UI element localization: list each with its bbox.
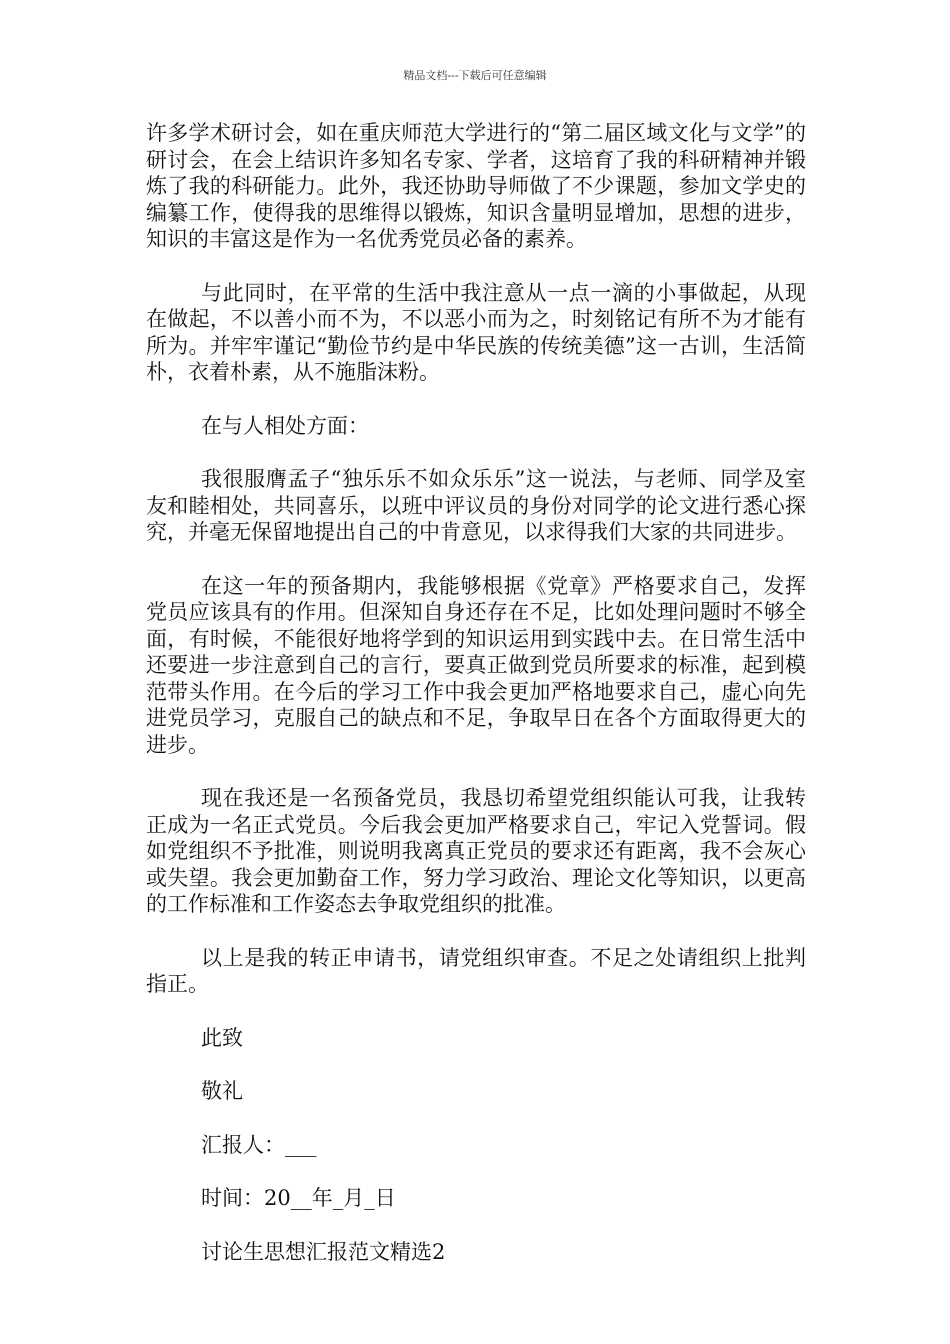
paragraph-relations: 我很服膺孟子“独乐乐不如众乐乐”这一说法，与老师、同学及室友和睦相处，共同喜乐，以班中评议员的身份对同学的论文进行悉心探究，并毫无保留地提出自己的中肯意见，以求得我们大家的共同进步。 bbox=[146, 467, 806, 544]
paragraph-request: 现在我还是一名预备党员，我恳切希望党组织能认可我，让我转正成为一名正式党员。今后我会更加严格要求自己，牢记入党誓词。假如党组织不予批准，则说明我离真正党员的要求还有距离，我不会灰心或失望。我会更加勤奋工作，努力学习政治、理论文化等知识，以更高的工作标准和工作姿态去争取党组织的批准。 bbox=[146, 786, 806, 916]
paragraph-relations-heading: 在与人相处方面： bbox=[201, 413, 369, 438]
paragraph-daily-life: 与此同时，在平常的生活中我注意从一点一滴的小事做起，从现在做起，不以善小而不为，不以恶小而为之，时刻铭记有所不为才能有所为。并牢牢谨记“勤俭节约是中华民族的传统美德”这一古训，生活简朴，衣着朴素，从不施脂沫粉。 bbox=[146, 280, 806, 384]
next-section-title: 讨论生思想汇报范文精选2 bbox=[201, 1239, 446, 1264]
closing-salutation: 此致 bbox=[201, 1025, 243, 1050]
document-body bbox=[146, 120, 806, 1292]
paragraph-probation: 在这一年的预备期内，我能够根据《党章》严格要求自己，发挥党员应该具有的作用。但深知自身还存在不足，比如处理问题时不够全面，有时候，不能很好地将学到的知识运用到实践中去。在日常生活中还要进一步注意到自己的言行，要真正做到党员所要求的标准，起到模范带头作用。在今后的学习工作中我会更加严格地要求自己，虚心向先进党员学习，克服自己的缺点和不足，争取早日在各个方面取得更大的进步。 bbox=[146, 573, 806, 757]
page-header-note: 精品文档---下载后可任意编辑 bbox=[403, 69, 547, 82]
reporter-line: 汇报人：___ bbox=[201, 1132, 317, 1157]
closing-regards: 敬礼 bbox=[201, 1079, 243, 1103]
paragraph-conclusion: 以上是我的转正申请书，请党组织审查。不足之处请组织上批判指正。 bbox=[146, 945, 806, 996]
date-line: 时间：20__年_月_日 bbox=[201, 1186, 396, 1210]
paragraph-research: 许多学术研讨会，如在重庆师范大学进行的“第二届区域文化与文学”的研讨会，在会上结识许多知名专家、学者，这培育了我的科研精神并锻炼了我的科研能力。此外，我还协助导师做了不少课题，参加文学史的编纂工作，使得我的思维得以锻炼，知识含量明显增加，思想的进步，知识的丰富这是作为一名优秀党员必备的素养。 bbox=[146, 121, 806, 251]
